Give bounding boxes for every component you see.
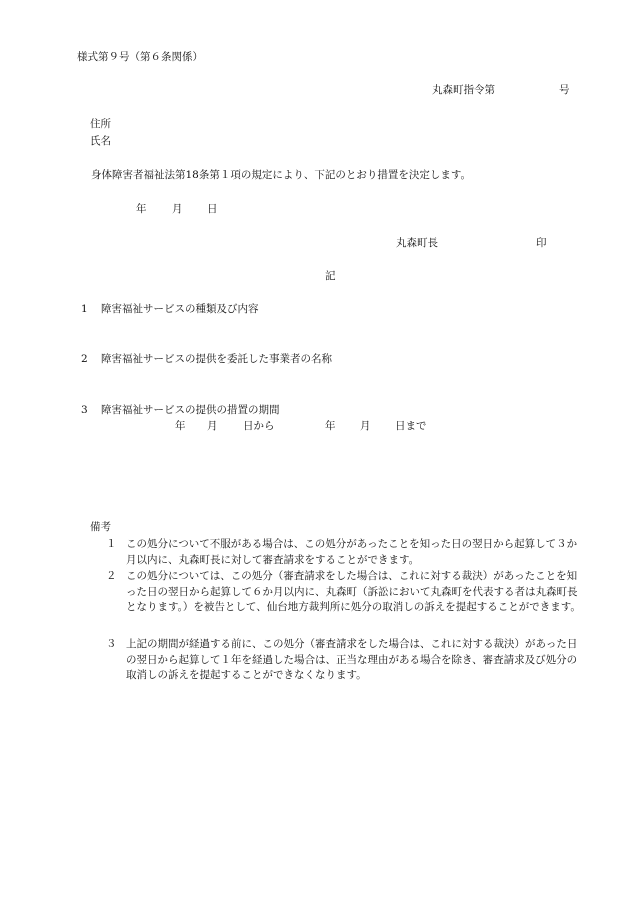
period-start-day: 日から [243, 420, 275, 432]
remark-number: １ [106, 538, 117, 550]
remark-number: ２ [106, 570, 117, 582]
period-start-year: 年 [175, 420, 186, 432]
issuer-title: 丸森町長 [396, 237, 438, 249]
doc-number-suffix: 号 [559, 84, 570, 96]
date-year: 年 [136, 203, 147, 215]
item-number: 1 [81, 303, 88, 315]
remark-number: ３ [106, 638, 117, 650]
decision-statement: 身体障害者福祉法第18条第１項の規定により、下記のとおり措置を決定します。 [91, 169, 472, 181]
item-label-service-type: 障害福祉サービスの種類及び内容 [101, 303, 259, 315]
item-label-period: 障害福祉サービスの提供の措置の期間 [101, 404, 280, 416]
period-end-month: 月 [360, 420, 371, 432]
remark-text: 上記の期間が経過する前に、この処分（審査請求をした場合は、これに対する裁決）があった日の翌日から起算して１年を経過した場合は、正当な理由がある場合を除き、審査請求及び処分の取消しの訴えを提起することができなくなります。 [126, 638, 578, 681]
address-label: 住所 [90, 118, 111, 130]
doc-number-prefix: 丸森町指令第 [432, 84, 495, 96]
remark-note [106, 537, 582, 568]
remark-text: この処分については、この処分（審査請求をした場合は、これに対する裁決）があったことを知った日の翌日から起算して６か月以内に、丸森町（訴訟において丸森町を代表する者は丸森町長となります。）を被告として、仙台地方裁判所に処分の取消しの訴えを提起することができます。 [126, 570, 581, 613]
date-day: 日 [207, 203, 218, 215]
item-number: 2 [81, 353, 88, 365]
remarks-title: 備考 [90, 521, 111, 533]
remark-note [106, 637, 582, 684]
period-end-year: 年 [325, 420, 336, 432]
item-label-contractor: 障害福祉サービスの提供を委託した事業者の名称 [101, 353, 332, 365]
remark-note [106, 569, 582, 616]
seal-mark: 印 [536, 237, 547, 249]
name-label: 氏名 [90, 135, 111, 147]
remark-text: この処分について不服がある場合は、この処分があったことを知った日の翌日から起算して３か月以内に、丸森町長に対して審査請求をすることができます。 [126, 538, 578, 566]
date-month: 月 [172, 203, 183, 215]
ki-heading: 記 [325, 270, 336, 282]
form-number: 様式第９号（第６条関係） [77, 51, 203, 63]
period-end-day: 日まで [395, 420, 427, 432]
item-number: 3 [81, 404, 88, 416]
period-start-month: 月 [207, 420, 218, 432]
